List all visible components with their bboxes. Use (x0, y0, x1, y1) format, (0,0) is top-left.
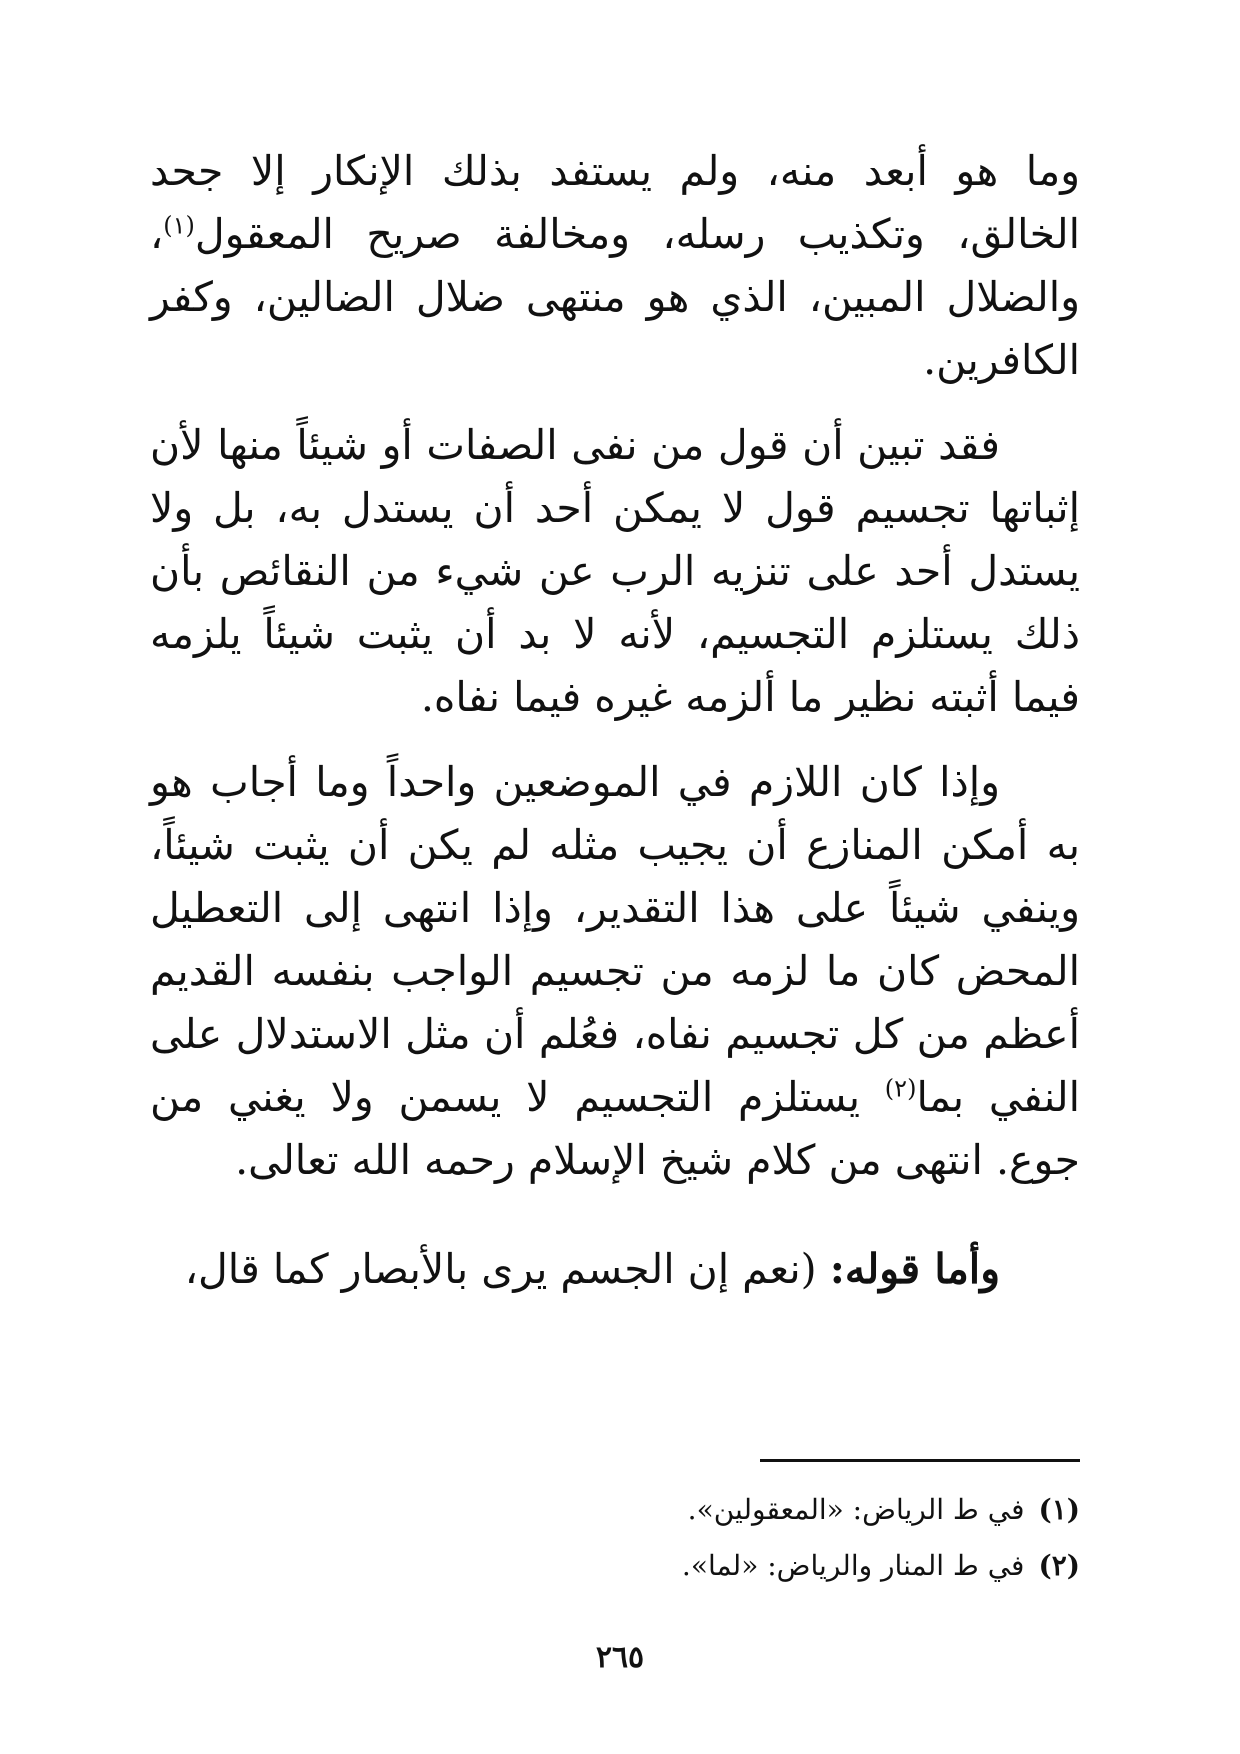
footnote-1-text: في ط الرياض: «المعقولين». (687, 1493, 1025, 1526)
paragraph-3-text: وإذا كان اللازم في الموضعين واحداً وما أجاب هو به أمكن المنازع أن يجيب مثله لم يكن أن يثبت شيئاً، وينفي شيئاً على هذا التقدير، وإذا انتهى إلى التعطيل المحض كان ما لزمه من تجسيم الواجب بنفسه القديم أعظم من كل تجسيم نفاه، فعُلم أن مثل الاستدلال على النفي بما (150, 758, 1081, 1121)
footnote-1 (150, 1482, 1080, 1538)
footnote-2-text: في ط المنار والرياض: «لما». (681, 1549, 1025, 1582)
paragraph-1-tail: ، والضلال المبين، الذي هو منتهى ضلال الضالين، وكفر الكافرين. (150, 210, 1080, 384)
footnote-2-number: (٢) (1038, 1549, 1080, 1582)
footnote-divider (760, 1459, 1080, 1462)
paragraph-4-lead: وأما قوله: (829, 1245, 1000, 1293)
footnotes (150, 1482, 1080, 1594)
page-number: ٢٦٥ (595, 1640, 645, 1675)
footnote-2 (150, 1538, 1080, 1594)
paragraph-4 (150, 1238, 1080, 1301)
paragraph-1 (150, 140, 1080, 392)
paragraph-1-text: وما هو أبعد منه، ولم يستفد بذلك الإنكار إلا جحد الخالق، وتكذيب رسله، ومخالفة صريح المعقول (150, 147, 1080, 258)
paragraph-4-text: (نعم إن الجسم يرى بالأبصار كما قال، (184, 1245, 830, 1293)
paragraph-3 (150, 751, 1080, 1192)
main-text (150, 140, 1080, 1323)
paragraph-2 (150, 414, 1080, 729)
footnote-ref-1: (١) (163, 211, 195, 240)
paragraph-2-text: فقد تبين أن قول من نفى الصفات أو شيئاً منها لأن إثباتها تجسيم قول لا يمكن أحد أن يستدل به، بل ولا يستدل أحد على تنزيه الرب عن شيء من النقائص بأن ذلك يستلزم التجسيم، لأنه لا بد أن يثبت شيئاً يلزمه فيما أثبته نظير ما ألزمه غيره فيما نفاه. (150, 421, 1080, 721)
footnote-1-number: (١) (1038, 1493, 1080, 1526)
footnote-ref-2: (٢) (884, 1074, 917, 1103)
paragraph-3-tail: يستلزم التجسيم لا يسمن ولا يغني من جوع. انتهى من كلام شيخ الإسلام رحمه الله تعالى. (150, 1073, 1080, 1184)
